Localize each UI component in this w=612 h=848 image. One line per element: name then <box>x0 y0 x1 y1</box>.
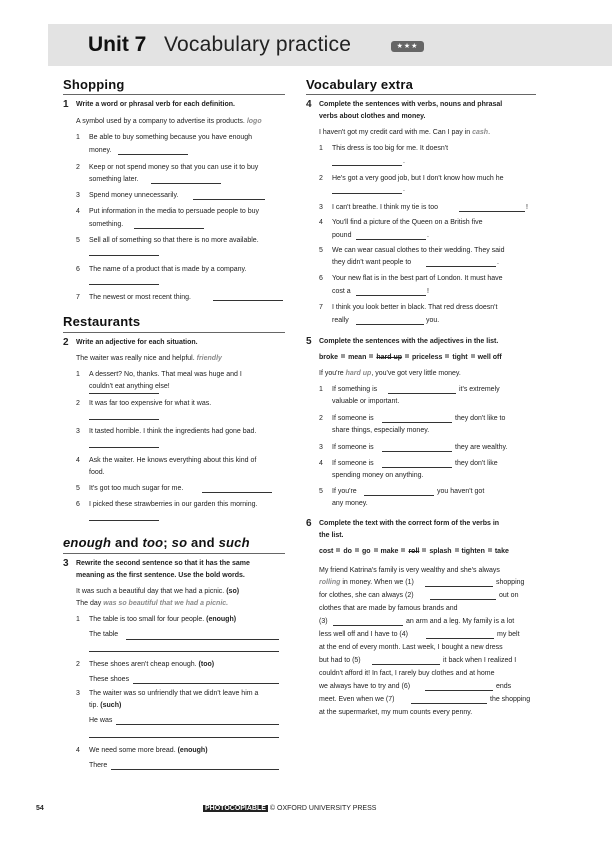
item-text: It's got too much sugar for me. <box>89 485 184 492</box>
answer-line[interactable] <box>372 664 440 665</box>
word-list: cost do go make roll splash tighten take <box>319 548 509 555</box>
answer-line[interactable] <box>133 683 279 684</box>
item-text: Be able to buy something because you have enough <box>89 134 253 141</box>
answer-line[interactable] <box>193 199 265 200</box>
item-text: The table is too small for four people. (enough) <box>89 616 237 623</box>
item-text: The newest or most recent thing. <box>89 294 191 301</box>
list-item: 5 <box>76 485 80 492</box>
text-line: the shopping <box>490 696 531 703</box>
list-item: 1 <box>76 371 80 378</box>
list-item: 6 <box>76 266 80 273</box>
item-text: The waiter was so unfriendly that we didn't leave him a <box>89 690 259 697</box>
answer-line[interactable] <box>459 211 525 212</box>
item-text: It tasted horrible. I think the ingredients had gone bad. <box>89 428 257 435</box>
item-text: Put information in the media to persuade people to buy <box>89 208 260 215</box>
text-line: an arm and a leg. My family is a lot <box>406 618 515 625</box>
item-text: tip. (such) <box>89 702 122 709</box>
list-item: 2 <box>319 415 323 422</box>
example-prompt: I haven't got my credit card with me. Can I pay in cash. <box>319 129 491 136</box>
item-text: If someone is <box>332 460 374 467</box>
answer-line[interactable] <box>89 447 159 448</box>
page-title: Vocabulary practice <box>164 33 352 56</box>
punct: . <box>497 259 499 266</box>
text-line: we always have to try and (6) <box>319 683 411 690</box>
text-line: less well off and I have to (4) <box>319 631 408 638</box>
text-line: my belt <box>497 631 520 638</box>
item-text: cost a <box>332 288 351 295</box>
question-number: 2 <box>63 337 69 348</box>
item-text: If you're <box>332 488 357 495</box>
answer-line[interactable] <box>89 520 159 521</box>
question-instruction: Write a word or phrasal verb for each definition. <box>76 101 235 108</box>
list-item: 2 <box>76 400 80 407</box>
answer-line[interactable] <box>89 255 159 256</box>
answer-line[interactable] <box>382 422 452 423</box>
answer-line[interactable] <box>388 393 456 394</box>
list-item: 1 <box>319 145 323 152</box>
word-list: broke mean hard up priceless tight well off <box>319 354 502 361</box>
item-text: You'll find a picture of the Queen on a British five <box>332 219 483 226</box>
item-text: couldn't eat anything else! <box>89 383 170 390</box>
question-instruction: Rewrite the second sentence so that it has the same <box>76 560 250 567</box>
item-text: A dessert? No, thanks. That meal was huge and I <box>89 371 242 378</box>
answer-line[interactable] <box>425 690 493 691</box>
section-rule <box>63 94 285 95</box>
item-text: something. <box>89 221 124 228</box>
punct: ! <box>427 288 429 295</box>
question-instruction: Complete the sentences with the adjectives in the list. <box>319 338 499 345</box>
list-item: 1 <box>76 616 80 623</box>
section-heading-restaurants: Restaurants <box>63 314 141 329</box>
list-item: 6 <box>319 275 323 282</box>
item-text: I can't breathe. I think my tie is too <box>332 204 438 211</box>
item-text: If something is <box>332 386 378 393</box>
text-line: out on <box>499 592 519 599</box>
section-rule <box>63 553 285 554</box>
answer-line[interactable] <box>332 193 402 194</box>
list-item: 4 <box>76 208 80 215</box>
text-line: for clothes, she can always (2) <box>319 592 414 599</box>
answer-line[interactable] <box>382 451 452 452</box>
question-number: 3 <box>63 558 69 569</box>
answer-line[interactable] <box>89 419 159 420</box>
item-text: Your new flat is in the best part of London. It must have <box>332 275 503 282</box>
text-line: at the supermarket, my mum counts every penny. <box>319 709 473 716</box>
item-text: Sell all of something so that there is no more available. <box>89 237 259 244</box>
answer-line[interactable] <box>118 154 188 155</box>
question-number: 6 <box>306 518 312 529</box>
example-prompt: The waiter was really nice and helpful. friendly <box>76 355 222 362</box>
item-text: they are wealthy. <box>455 444 508 451</box>
answer-line[interactable] <box>126 639 279 640</box>
item-text: really <box>332 317 349 324</box>
text-line: it back when I realized I <box>443 657 517 664</box>
section-heading-enough: enough and too; so and such <box>63 535 250 550</box>
text-line: rolling in money. When we (1) <box>319 579 414 586</box>
example-answer: The day was so beautiful that we had a picnic. <box>76 600 229 607</box>
item-text: This dress is too big for me. It doesn't <box>332 145 449 152</box>
footer-copyright: PHOTOCOPIABLE © OXFORD UNIVERSITY PRESS <box>205 805 377 812</box>
level-badge: ★★★ <box>391 41 424 52</box>
item-text: These shoes aren't cheap enough. (too) <box>89 661 215 668</box>
answer-line[interactable] <box>333 625 403 626</box>
section-heading-shopping: Shopping <box>63 77 125 92</box>
answer-line[interactable] <box>426 638 494 639</box>
item-text: it's extremely <box>459 386 500 393</box>
answer-line[interactable] <box>89 737 279 738</box>
item-text: money. <box>89 147 112 154</box>
question-instruction: meaning as the first sentence. Use the bold words. <box>76 572 245 579</box>
item-text: they didn't want people to <box>332 259 412 266</box>
list-item: 3 <box>76 192 80 199</box>
text-line: My friend Katrina's family is very wealthy and she's always <box>319 567 500 574</box>
item-start: These shoes <box>89 676 130 683</box>
answer-line[interactable] <box>425 586 493 587</box>
list-item: 4 <box>319 219 323 226</box>
question-number: 4 <box>306 99 312 110</box>
item-start: He was <box>89 717 113 724</box>
item-text: Keep or not spend money so that you can use it to buy <box>89 164 259 171</box>
text-line: shopping <box>496 579 525 586</box>
list-item: 1 <box>319 386 323 393</box>
item-text: spending money on anything. <box>332 472 424 479</box>
text-line: at the end of every month. Last week, I bought a new dress <box>319 644 503 651</box>
list-item: 5 <box>319 488 323 495</box>
punct: . <box>403 158 405 165</box>
item-text: you. <box>426 317 440 324</box>
list-item: 3 <box>319 204 323 211</box>
text-line: meet. Even when we (7) <box>319 696 395 703</box>
question-instruction: Write an adjective for each situation. <box>76 339 198 346</box>
answer-line[interactable] <box>111 769 279 770</box>
answer-line[interactable] <box>134 228 204 229</box>
item-text: share things, especially money. <box>332 427 430 434</box>
text-line: (3) <box>319 618 328 625</box>
list-item: 3 <box>319 444 323 451</box>
question-number: 5 <box>306 336 312 347</box>
answer-line[interactable] <box>356 295 426 296</box>
page-header <box>48 24 612 66</box>
list-item: 2 <box>76 661 80 668</box>
answer-line[interactable] <box>382 467 452 468</box>
text-line: ends <box>496 683 512 690</box>
item-text: If someone is <box>332 415 374 422</box>
section-rule <box>63 332 285 333</box>
answer-line[interactable] <box>151 183 221 184</box>
answer-line[interactable] <box>411 703 487 704</box>
question-instruction: the list. <box>319 532 344 539</box>
punct: . <box>403 186 405 193</box>
question-number: 1 <box>63 99 69 110</box>
item-text: you haven't got <box>437 488 485 495</box>
text-line: clothes that are made by famous brands and <box>319 605 458 612</box>
page-number: 54 <box>36 805 44 812</box>
item-text: It was far too expensive for what it was. <box>89 400 212 407</box>
example-prompt: A symbol used by a company to advertise its products. logo <box>76 118 262 125</box>
list-item: 4 <box>319 460 323 467</box>
answer-line[interactable] <box>356 324 424 325</box>
list-item: 4 <box>76 457 80 464</box>
item-text: they don't like <box>455 460 498 467</box>
punct: . <box>427 232 429 239</box>
example-prompt: It was such a beautiful day that we had a picnic. (so) <box>76 588 240 595</box>
question-instruction: Complete the sentences with verbs, nouns and phrasal <box>319 101 503 108</box>
example-prompt: If you're hard up, you've got very little money. <box>319 370 461 377</box>
question-instruction: Complete the text with the correct form of the verbs in <box>319 520 500 527</box>
unit-number: Unit 7 <box>88 33 147 56</box>
item-start: There <box>89 762 108 769</box>
list-item: 3 <box>76 428 80 435</box>
item-text: We can wear casual clothes to their wedding. They said <box>332 247 505 254</box>
item-text: they don't like to <box>455 415 506 422</box>
answer-line[interactable] <box>356 239 426 240</box>
list-item: 3 <box>76 690 80 697</box>
item-text: I think you look better in black. That red dress doesn't <box>332 304 498 311</box>
text-line: but had to (5) <box>319 657 361 664</box>
text-line: couldn't afford it! In fact, I rarely buy clothes and at home <box>319 670 495 677</box>
item-text: The name of a product that is made by a company. <box>89 266 247 273</box>
item-start: The table <box>89 631 119 638</box>
item-text: I picked these strawberries in our garden this morning. <box>89 501 258 508</box>
item-text: If someone is <box>332 444 374 451</box>
item-text: We need some more bread. (enough) <box>89 747 208 754</box>
item-text: any money. <box>332 500 368 507</box>
answer-line[interactable] <box>364 495 434 496</box>
item-text: something later. <box>89 176 139 183</box>
answer-line[interactable] <box>116 724 279 725</box>
list-item: 5 <box>76 237 80 244</box>
list-item: 2 <box>76 164 80 171</box>
question-instruction: verbs about clothes and money. <box>319 113 426 120</box>
answer-line[interactable] <box>332 165 402 166</box>
answer-line[interactable] <box>213 300 283 301</box>
section-rule <box>306 94 536 95</box>
item-text: Ask the waiter. He knows everything about this kind of <box>89 457 257 464</box>
list-item: 1 <box>76 134 80 141</box>
list-item: 4 <box>76 747 80 754</box>
answer-line[interactable] <box>89 651 279 652</box>
punct: ! <box>526 204 528 211</box>
item-text: He's got a very good job, but I don't know how much he <box>332 175 504 182</box>
item-text: valuable or important. <box>332 398 400 405</box>
answer-line[interactable] <box>426 266 496 267</box>
item-text: food. <box>89 469 105 476</box>
item-text: pound <box>332 232 352 239</box>
answer-line[interactable] <box>430 599 496 600</box>
list-item: 7 <box>76 294 80 301</box>
answer-line[interactable] <box>202 492 272 493</box>
list-item: 6 <box>76 501 80 508</box>
list-item: 7 <box>319 304 323 311</box>
section-heading-vocabulary-extra: Vocabulary extra <box>306 77 414 92</box>
answer-line[interactable] <box>89 393 159 394</box>
list-item: 5 <box>319 247 323 254</box>
item-text: Spend money unnecessarily. <box>89 192 179 199</box>
list-item: 2 <box>319 175 323 182</box>
answer-line[interactable] <box>89 284 159 285</box>
